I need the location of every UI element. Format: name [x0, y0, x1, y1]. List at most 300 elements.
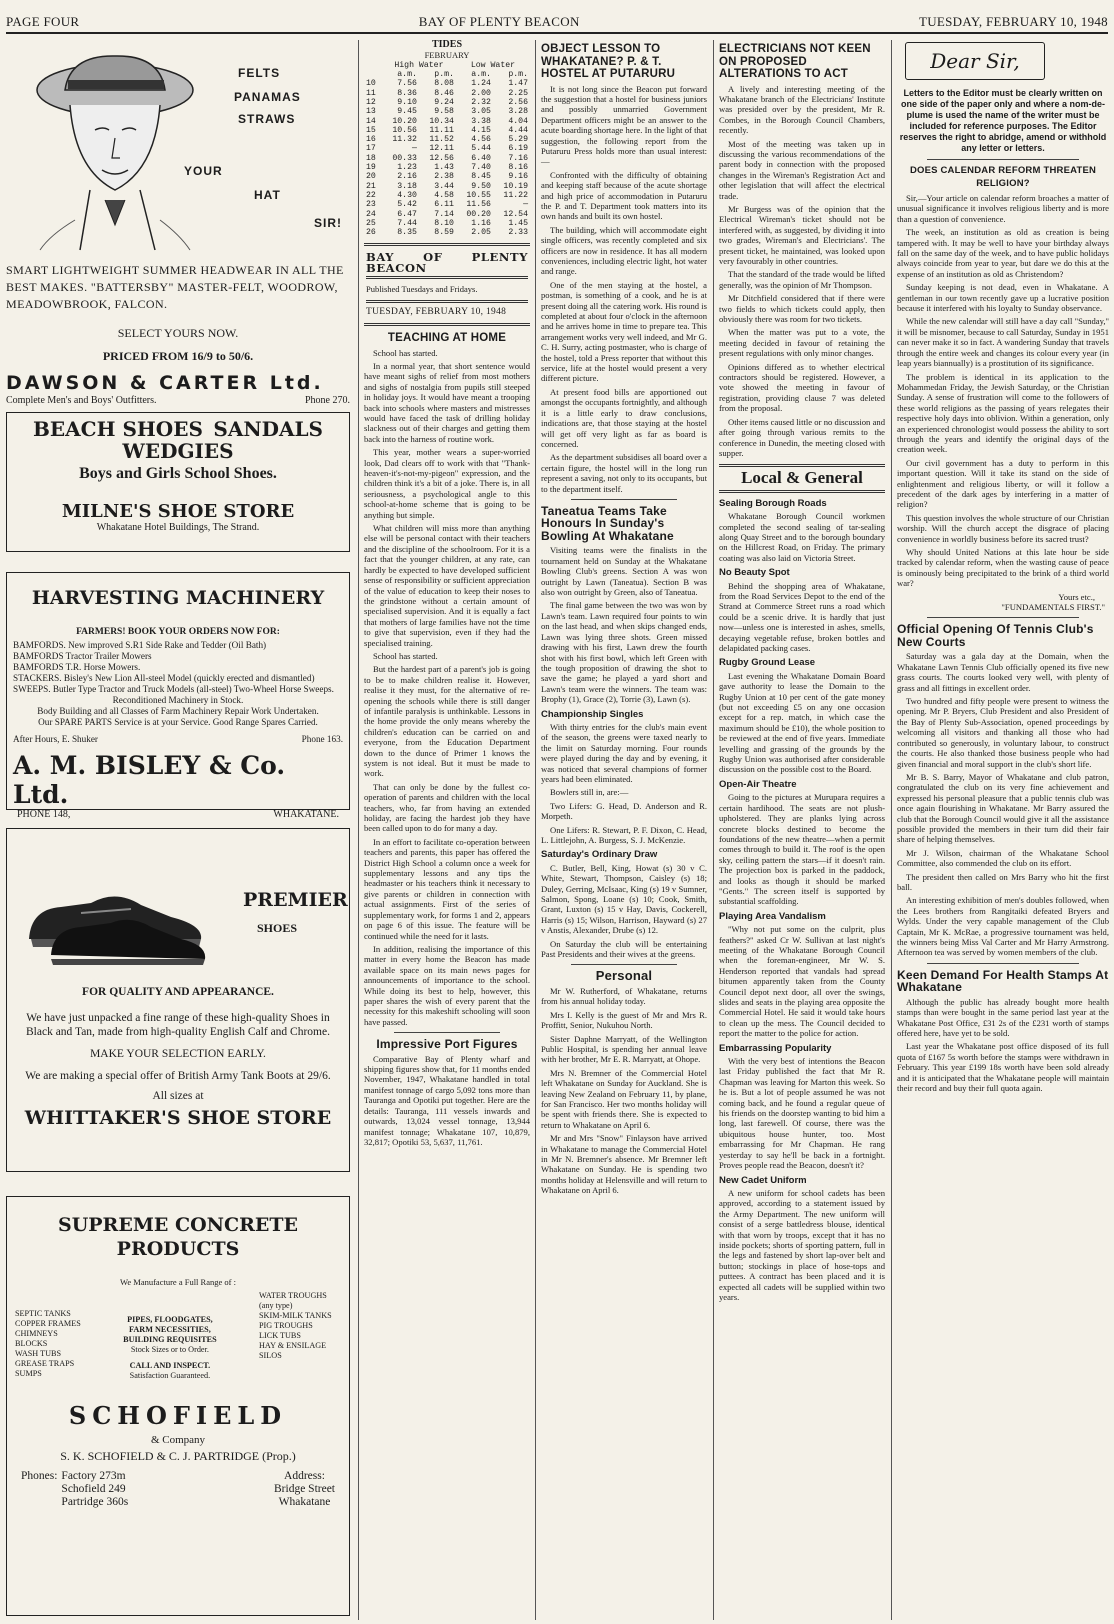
- tide-cell: 4.30: [397, 190, 417, 200]
- local-item-head: No Beauty Spot: [719, 567, 790, 579]
- supreme-item: Stock Sizes or to Order.: [130, 1345, 209, 1354]
- tide-cell: 12.11: [429, 144, 454, 154]
- draw-paragraph: C. Butler, Bell, King, Howat (s) 30 v C. White, Stewart, Thompson, Caisley (s) 18; Duley, Gerring, McIsaac, King (s) 19 v Sumner, Salmon, Spong, Loane (s) 10; Cook, Smith, Grant, Luxton (s) 15 v Hay, Davis, Cockerell, Harris (s) 15; Wilson, Harrison, Hayward (s) 27 v Anstis, Alexander, Drube (s) 12.: [541, 862, 707, 936]
- schofield-name: SCHOFIELD: [68, 1401, 288, 1430]
- tennis-paragraph: Two hundred and fifty people were present to witness the opening. Mr P. Bryers, Club President and also President of the Bay of Plenty Sub-Association, opened proceedings by welcoming all visitors and thanking all those who had contributed so generously, in voluntary labour, to construct the courts. He also thanked those business people who had given financial and moral support in the club's short life.: [897, 696, 1109, 769]
- tides-pm: p.m.: [434, 70, 454, 80]
- tide-cell: —: [523, 200, 528, 210]
- teaching-article: [364, 348, 530, 1028]
- letter-paragraph: The problem is identical in its application to the Mohammedan Friday, the Jewish Saturday, or the Christian Sunday. A sense of frustration will come to the followers of these world religions as the passing of years relegates their respective holy days into oblivion. Within a generation, only an experienced chronologist would possess the ability to sort through the years and identify the original days of the creation week.: [897, 371, 1109, 455]
- singles-paragraph: Two Lifers: G. Head, D. Anderson and R. Morpeth.: [541, 800, 707, 822]
- tide-cell: 4.58: [434, 190, 454, 200]
- column-3: [541, 40, 707, 1620]
- tide-cell: 13: [366, 107, 376, 117]
- supreme-list-3: [259, 1291, 341, 1381]
- tide-cell: —: [412, 144, 417, 154]
- tide-cell: 3.28: [508, 107, 528, 117]
- object-lesson-paragraph: As the department subsidises all board over a certain figure, the hostel will in the long run represent a saving, not only to its occupants, but to the department itself.: [541, 452, 707, 494]
- local-item-text: Whakatane Borough Council workmen completed the second sealing of tar-sealing along Quay Street and to the borough boundary on the Hillcrest Road, on Friday. The primary coating was also laid on Victoria Street.: [719, 511, 885, 563]
- hat-word: STRAWS: [238, 112, 296, 126]
- teaching-paragraph: In an effort to facilitate co-operation between teachers and parents, this paper has offered the District High School a column once a week for supplementary lessons and any tips the headmaster or his teachers think it necessary to give parents or children in connection with actual assignments. First of the series of supplementary work, for forms 1 and 2, appears on page 6 of this issue. The feature will be continued while the need for it lasts.: [364, 836, 530, 941]
- local-item-head: Open-Air Theatre: [719, 778, 797, 790]
- wedgies-label: WEDGIES: [122, 439, 234, 463]
- teaching-paragraph: But the hardest part of a parent's job is going to be to make children realise it. However, realise it they must, for the alternative of re-opening the schools while there is still danger of infantile paralysis is unthinkable. Lessons in the home provide the only means whereby the children's education can be carried on and everyone, from the Education Department down to the dunce of Primer 1 knows the system is not ideal. But it must be made to work.: [364, 664, 530, 779]
- dawson-carter-ad: [6, 40, 350, 406]
- letter-sign2: "FUNDAMENTALS FIRST.": [1001, 602, 1105, 613]
- tide-cell: 3.38: [471, 116, 491, 126]
- tide-cell: 8.08: [434, 79, 454, 89]
- local-item-text: Last evening the Whakatane Domain Board gave authority to lease the Domain to the Rugby Union at 10 per cent of the gate money (but not exceeding £5 on any one occasion except for a rep. match, in which case the maximum should be £10), the whole position to be reviewed at the end of five years. Immediate levelling and grassing of the grounds by the Rugby Union was authorised after considerable discussion on the possible cost to the Board.: [719, 670, 885, 775]
- whittakers-name: WHITTAKER'S SHOE STORE: [24, 1107, 332, 1129]
- tide-cell: 20: [366, 172, 376, 182]
- harvest-item: Our SPARE PARTS Service is at your Service. Good Range Spares Carried.: [38, 717, 318, 727]
- supreme-manufacture: We Manufacture a Full Range of :: [120, 1277, 236, 1287]
- tide-cell: 5.44: [471, 144, 491, 154]
- supreme-item: SUMPS: [15, 1369, 42, 1378]
- tide-cell: 1.16: [471, 218, 491, 228]
- electricians-article: [719, 84, 885, 459]
- tide-cell: 9.24: [434, 98, 454, 107]
- tide-cell: 4.44: [508, 125, 528, 135]
- hat-word: YOUR: [184, 164, 223, 178]
- tides-month: FEBRUARY: [424, 50, 470, 61]
- tide-cell: 18: [366, 153, 376, 163]
- tide-cell: 11.56: [466, 200, 491, 210]
- phone-line: Partridge 360s: [61, 1496, 129, 1508]
- dawson-carter-footer: [6, 392, 350, 409]
- tide-cell: 23: [366, 200, 376, 210]
- tide-row: [364, 172, 530, 181]
- supreme-item: BLOCKS: [15, 1339, 48, 1348]
- tide-cell: 16: [366, 135, 376, 145]
- tide-cell: 1.47: [508, 79, 528, 89]
- harvest-item: Reconditioned Machinery in Stock.: [112, 695, 244, 705]
- harvest-item: BAMFORDS. New improved S.R1 Side Rake and Tedder (Oil Bath): [13, 640, 267, 650]
- tide-cell: 8.35: [397, 228, 417, 238]
- taneatua-paragraph: The final game between the two was won by Lawn's team. Lawn required four points to win on the last head, and when skips changed ends, Lawn was lying three shots. Green missed drawing with his first, Lawn drew the fourth shot with his first bowl, which left Green with the tough proposition of drawing the shot to save the game; he played a yard short and Lawn's team were the winners. The team was: Brophy (1), Grace (2), Torrie (3), Lawn (s).: [541, 600, 707, 705]
- taneatua-paragraph: Visiting teams were the finalists in the tournament held on Sunday at the Whakatane Bowling Club's greens. Section A was won outright by Lawn (Taneatua). Section B was also won outright by Green, also of Taneatua.: [541, 545, 707, 598]
- tide-cell: 3.18: [397, 181, 417, 191]
- teaching-paragraph: School has started.: [373, 650, 438, 661]
- supreme-item: SEPTIC TANKS: [15, 1309, 71, 1318]
- issue-date: TUESDAY, FEBRUARY 10, 1948: [918, 14, 1108, 29]
- phone-line: Factory 273m: [61, 1470, 126, 1482]
- tides-pm: p.m.: [508, 70, 528, 80]
- hat-word: SIR!: [314, 216, 342, 230]
- hat-word: HAT: [254, 188, 281, 202]
- supreme-item: BUILDING REQUISITES: [123, 1335, 217, 1344]
- tide-row: [364, 126, 530, 135]
- teaching-paragraph: School has started.: [373, 347, 438, 358]
- column-rule: [358, 40, 359, 1620]
- premier-sub: SHOES: [257, 921, 298, 935]
- harvest-item: BAMFORDS T.R. Horse Mowers.: [13, 662, 141, 672]
- letter-body: [897, 193, 1109, 589]
- page-number: PAGE FOUR: [6, 14, 80, 29]
- tides-low: Low Water: [470, 60, 516, 70]
- sandals-label: SANDALS: [213, 417, 323, 441]
- tide-cell: 8.45: [471, 172, 491, 182]
- tide-cell: 21: [366, 181, 376, 191]
- after-hours: After Hours, E. Shuker: [13, 734, 98, 744]
- tide-cell: 10.55: [466, 190, 491, 200]
- harvest-book: FARMERS! BOOK YOUR ORDERS NOW FOR:: [76, 627, 280, 637]
- tide-cell: 2.00: [471, 88, 491, 98]
- tide-cell: 11.22: [503, 190, 528, 200]
- supreme-item: WASH TUBS: [15, 1349, 62, 1358]
- teaching-paragraph: This year, mother wears a super-worried look, Dad clears off to work with that "Thank-heaven-it's-not-my-pigeon" expression, and the children think it's a bit of a joke. There is, in all seriousness, a psychological angle to this school-at-home scheme that is going to be anything but simple.: [364, 447, 530, 520]
- tide-cell: 14: [366, 116, 376, 126]
- personal-paragraph: Mr W. Rutherford, of Whakatane, returns from his annual holiday today.: [541, 985, 707, 1007]
- tide-row: [364, 154, 530, 163]
- bisley-name: A. M. BISLEY & Co. Ltd.: [13, 751, 286, 809]
- letter-paragraph: Why should United Nations at this late hour be side tracked by calendar reform, when the wasting cause of peace is ominously being precipitated to the brink of a third world war?: [897, 547, 1109, 589]
- tides-am: a.m.: [397, 70, 417, 80]
- singles-paragraph: Bowlers still in, are:—: [550, 787, 629, 798]
- letter-paragraph: While the new calendar will still have a day call "Sunday," it will be misnomer, because to call Saturday, Sunday in 1951 can never make it so in fact. A wandering Sunday that travels through the entire week and changes its colour every year (in leap years biannually) is a prostitution of its significance.: [897, 316, 1109, 369]
- tide-row: [364, 89, 530, 98]
- electricians-paragraph: When the matter was put to a vote, the meeting decided in favour of retaining the present regulations with only minor changes.: [719, 327, 885, 359]
- teaching-paragraph: In a normal year, that short sentence would have meant sighs of relief from most mothers and sighs of nostalgia from pupils still steeped in holiday joys. It would have meant a trooping back into schools where masters and mistresses would have faced the task of drilling holiday slackness out of their charges and getting them back into the harness of routine work.: [364, 360, 530, 444]
- premier-title: PREMIER: [243, 889, 348, 911]
- shoe-illustration: [21, 869, 211, 969]
- harvest-list: [7, 640, 349, 745]
- personal-column: [541, 986, 707, 1196]
- tide-cell: 5.42: [397, 200, 417, 210]
- tide-cell: 1.23: [397, 163, 417, 173]
- supreme-item: PIG TROUGHS: [259, 1321, 313, 1330]
- letter-paragraph: Sunday keeping is not dead, even in Whakatane. A gentleman in our town recently gave up a lucrative position because it interfered with his loyalty to Sunday observance.: [897, 282, 1109, 314]
- tide-cell: 11.32: [392, 135, 417, 145]
- tides-rows: [364, 79, 530, 237]
- tides-title: TIDES: [431, 39, 462, 50]
- premier-sizes: All sizes at: [152, 1090, 204, 1102]
- tide-cell: 24: [366, 209, 376, 219]
- tide-cell: 00.20: [466, 209, 491, 219]
- harvest-item: BAMFORDS Tractor Trailer Mowers: [13, 651, 152, 661]
- port-title: Impressive Port Figures: [376, 1037, 518, 1052]
- supreme-list-2: [123, 1291, 217, 1381]
- hat-ad-makes: SMART LIGHTWEIGHT SUMMER HEADWEAR IN ALL THE BEST MAKES. "BATTERSBY" MASTER-FELT, WOODROW, MEADOWBROOK, FALCON.: [6, 263, 344, 311]
- port-article: [364, 1054, 530, 1148]
- tennis-title: Official Opening Of Tennis Club's New Courts: [897, 622, 1094, 649]
- tide-cell: 8.16: [508, 163, 528, 173]
- tennis-paragraph: The president then called on Mrs Barry who hit the first ball.: [897, 871, 1109, 892]
- masthead: [6, 12, 1108, 34]
- object-lesson-paragraph: At present food bills are apportioned out amongst the occupants fortnightly, and although it is a little early to draw conclusions, indications are, that those staying at the hostel will get off very light as far as board is concerned.: [541, 386, 707, 449]
- tide-cell: 3.05: [471, 107, 491, 117]
- tide-row: [364, 117, 530, 126]
- milnes-address: Whakatane Hotel Buildings, The Strand.: [96, 522, 260, 533]
- tide-cell: 15: [366, 125, 376, 135]
- tide-cell: 6.40: [471, 153, 491, 163]
- tide-cell: 2.33: [508, 228, 528, 238]
- personal-paragraph: Mrs N. Bremner of the Commercial Hotel left Whakatane on Sunday for Auckland. She is leaving New Zealand on February 11, by plane, for San Francisco. Her two months holiday will be spent with friends there. She is expected to return to Whakatane on April 6.: [541, 1067, 707, 1130]
- address-line: Bridge Street: [274, 1483, 335, 1495]
- local-item-text: A new uniform for school cadets has been approved, according to a statement issued by the Army Department. The new uniform will consist of a serge battledress blouse, identical with that worn by troops, except that it has no inside pockets; shorts of sporting pattern, full in the legs and fastened by short lap-over belt and button; stockings in place of hose-tops and puttees. A contract has been placed and it is expected all cadets will be supplied within two years.: [719, 1187, 885, 1302]
- local-item-text: Going to the pictures at Murupara requires a certain hardihood. The seats are not plush-upholstered. They are planks lying across concrete blocks destined to become the foundations of the new theatre—when a permit comes through to build it. The roof is the open sky, ceiling pattern the stars—if it doesn't rain. The projection box is parked in the paddock, and looks as though it should be marked "Gents." The screen itself is supported by substantial scaffolding.: [719, 792, 885, 907]
- tide-cell: 10.56: [392, 125, 417, 135]
- harvest-item: STACKERS. Bisley's New Lion All-steel Model (quickly erected and dismantled): [13, 673, 315, 683]
- tide-cell: 5.29: [508, 135, 528, 145]
- tide-cell: 6.47: [397, 209, 417, 219]
- tide-row: [364, 107, 530, 116]
- tide-cell: 26: [366, 228, 376, 238]
- electricians-paragraph: That the standard of the trade would be lifted generally, was the opinion of Mr Thompson.: [719, 269, 885, 290]
- supreme-item: GREASE TRAPS: [15, 1359, 75, 1368]
- electricians-paragraph: A lively and interesting meeting of the Whakatane branch of the Electricians' Institute was presided over by the president, Mr R. Combes, in the Borough Council Chambers, recently.: [719, 83, 885, 136]
- paper-box-published: Published Tuesdays and Fridays.: [366, 284, 478, 295]
- tide-cell: 6.11: [434, 200, 454, 210]
- tide-cell: 1.43: [434, 163, 454, 173]
- electricians-paragraph: Mr Burgess was of the opinion that the Electrical Wireman's ticket should not be interfered with, as suggested, by dividing it into two grades, Wireman's and Electricians'. The present ticket, he maintained, was looked upon very favourably in other countries.: [719, 203, 885, 266]
- taneatua-article: [541, 545, 707, 704]
- paper-title: BAY OF PLENTY BEACON: [418, 14, 580, 29]
- tide-cell: 11.52: [429, 135, 454, 145]
- local-item-text: With the very best of intentions the Beacon last Friday published the fact that Mr R. Chapman was leaving for Marton this week. So he is. But a lot of people assumed he was not coming back, and he found a regular queue of his friends on the doorstep wanting to bid him a long, last farewell. Of course, there was the ubiquitous house hunter, too. Most embarrassing for Mr Chapman. He rang yesterday to say he'll be back in a fortnight. Proves people read the Beacon, doesn't it?: [719, 1056, 885, 1171]
- letter-sign1: Yours etc.,: [1058, 591, 1095, 602]
- object-lesson-paragraph: One of the men staying at the hostel, a postman, is something of a cook, and he is at present doing all the catering work. His round is completed at about four o'clock in the afternoon and he arrives home in time to prepare tea. This arrangement works very well indeed, and Mr G. C. H. Surry, acting postmaster, who is charge of the hostel, told a Press reporter that without this service, life at the hostel would present a very different picture.: [541, 279, 707, 384]
- object-lesson-paragraph: The building, which will accommodate eight single officers, was recently completed and six officers are now in residence. It has all modern conveniences, including electric light, hot water and range.: [541, 224, 707, 277]
- tennis-paragraph: An interesting exhibition of men's doubles followed, when the Lees brothers from Rangitaiki defeated Bryers and Wylds. Under the very capable management of the Club Captain, Mr K. McRae, a progressive tournament was held, the winners being Miss Val Carter and Mr Harry Armstrong. Afternoon tea was served by women members of the club.: [897, 895, 1109, 958]
- tide-row: [364, 200, 530, 209]
- tide-cell: 2.16: [397, 172, 417, 182]
- bisley-phone: PHONE 148,: [17, 809, 71, 820]
- supreme-item: CHIMNEYS: [15, 1329, 58, 1338]
- dawson-carter-phone: Phone 270.: [305, 395, 350, 406]
- health-paragraph: Last year the Whakatane post office disposed of its full quota of £167 5s worth before the stamps were withdrawn in February. This year £199 18s worth have been sold already and it is anticipated that the Whakatane people will maintain their record and buy their full quota again.: [897, 1041, 1109, 1094]
- local-item-text: Behind the shopping area of Whakatane, from the Road Services Depot to the end of the Strand at Commerce Street runs a road which could be a scenic drive. It is hardly that just now—unless one is interested in ashes, smells, decaying vegetable refuse, broken bottles and delapidated packing cases.: [719, 580, 885, 653]
- tide-cell: 3.44: [434, 181, 454, 191]
- tide-cell: 2.05: [471, 228, 491, 238]
- whittakers-ad: [6, 828, 350, 1172]
- column-rule: [535, 40, 536, 1620]
- supreme-item: Satisfaction Guaranteed.: [129, 1371, 211, 1380]
- taneatua-sub1: Championship Singles: [541, 708, 644, 720]
- tide-cell: 11: [366, 88, 376, 98]
- tide-cell: 6.19: [508, 144, 528, 154]
- electricians-paragraph: Other items caused little or no discussion and after going through various remits to the conference in Dunedin, the meeting closed with supper.: [719, 416, 885, 458]
- tide-cell: 4.04: [508, 116, 528, 126]
- supreme-item: WATER TROUGHS (any type): [259, 1291, 327, 1310]
- hat-word: FELTS: [238, 66, 281, 80]
- phone-line: Schofield 249: [61, 1483, 126, 1495]
- letter-paragraph: This question involves the whole structure of our Christian worship. Will the church accept the disgrace of placing convenience in worldly business before its sacred trust?: [897, 512, 1109, 544]
- tides-table: [364, 40, 530, 237]
- electricians-paragraph: Mr Ditchfield considered that if there were two fields to which tickets could apply, then obviously there was room for two tickets.: [719, 293, 885, 325]
- taneatua-sub2: Saturday's Ordinary Draw: [541, 849, 658, 861]
- harvest-item: SWEEPS. Butler Type Tractor and Truck Models (all-steel) Two-Wheel Horse Sweeps.: [13, 684, 334, 694]
- hat-ad-select: SELECT YOURS NOW.: [117, 326, 239, 340]
- local-general-items: [719, 499, 885, 1303]
- tide-row: [364, 191, 530, 200]
- tide-cell: 7.56: [397, 79, 417, 89]
- singles-paragraph: With thirty entries for the club's main event of the season, the greens were taxed nearly to the limit on Saturday morning. Four rounds were played during the day and by evening, it was noticed that several champions of former years had been eliminated.: [541, 721, 707, 784]
- bisley-town: WHAKATANE.: [273, 809, 339, 820]
- supreme-list-1: [15, 1291, 81, 1381]
- tide-cell: 17: [366, 144, 376, 154]
- schofield-company: & Company: [150, 1434, 206, 1446]
- singles-paragraph: One Lifers: R. Stewart, P. F. Dixon, C. Head, L. Littlejohn, A. Burgess, S. J. McKenzie.: [541, 824, 707, 845]
- milnes-shoe-ad: [6, 412, 350, 552]
- tide-cell: 8.10: [434, 218, 454, 228]
- supreme-item: PIPES, FLOODGATES,: [127, 1315, 213, 1324]
- school-shoes-label: Boys and Girls School Shoes.: [79, 465, 277, 482]
- tide-cell: 2.32: [471, 98, 491, 107]
- supreme-title: SUPREME CONCRETE PRODUCTS: [57, 1214, 299, 1260]
- local-item-text: "Why not put some on the culprit, plus feathers?" asked Cr W. Sullivan at last night's meeting of the Whakatane Borough Council when the foreman-engineer, Mr W. S. Henderson reported that vandals had spread bitumen apparently taken from the County Council depot next door, all over the swings, slides and seats in the playing area opposite the Commercial Hotel. He said it would take hours to clean up the mess. The Council decided to report the matter to the police for action.: [719, 924, 885, 1039]
- object-lesson-paragraph: Confronted with the difficulty of obtaining and keeping staff because of the acute shortage and high price of accommodation in Putaruru the P. and T. Department took matters into its own hands and built its own hostel.: [541, 169, 707, 222]
- port-paragraph: Comparative Bay of Plenty wharf and shipping figures show that, for 11 months ended November, 1947, Whakatane handled in total manifest tonnage of cargo 5,092 tons more than Tauranga and Opotiki put together. Here are the details: Tauranga, 111 vessels inwards and outwards, 13,024 vessel tonnage, 13,944 manifest tonnage; Whakatane 107, 10,879, 32,817; Opotiki 53, 5,637, 11,761.: [364, 1053, 530, 1147]
- object-lesson-title: OBJECT LESSON TO WHAKATANE? P. & T. HOSTEL AT PUTARURU: [541, 43, 676, 80]
- dawson-carter-name: DAWSON & CARTER Ltd.: [6, 372, 324, 394]
- address-line: Whakatane: [278, 1496, 331, 1508]
- letter-title: DOES CALENDAR REFORM THREATEN RELIGION?: [909, 165, 1097, 189]
- tide-cell: 8.59: [434, 228, 454, 238]
- tide-row: [364, 135, 530, 144]
- health-article: [897, 997, 1109, 1094]
- address-label: Address:: [284, 1470, 325, 1482]
- tides-high: High Water: [394, 60, 444, 70]
- harvest-item: Body Building and all Classes of Farm Machinery Repair Work Undertaken.: [37, 706, 319, 716]
- paper-box-name: BAY OF PLENTY BEACON: [366, 250, 528, 275]
- tide-cell: 12.54: [503, 209, 528, 219]
- tide-cell: 2.25: [508, 88, 528, 98]
- column-4: [719, 40, 885, 1620]
- tide-cell: 7.14: [434, 209, 454, 219]
- letter-paragraph: The week, an institution as old as creation is being tampered with. It may be well to have your birthday always fall on the same day of the week, and to have public holidays always coincide from year to year, but dare we do this at the expense of an institution as old as Christendom?: [897, 227, 1109, 279]
- health-title: Keen Demand For Health Stamps At Whakatane: [897, 967, 1109, 995]
- premier-quality: FOR QUALITY AND APPEARANCE.: [82, 986, 274, 998]
- supreme-item: SKIM-MILK TANKS: [259, 1311, 332, 1320]
- electricians-paragraph: Most of the meeting was taken up in discussing the various recommendations of the parent body in connection with the proposed changes in the Wireman's Registration Act and other legislation that will affect the electrical trade.: [719, 138, 885, 201]
- tide-cell: 4.56: [471, 135, 491, 145]
- schofield-ad: [6, 1196, 350, 1616]
- tide-cell: 10.34: [429, 116, 454, 126]
- tide-cell: 00.33: [392, 153, 417, 163]
- letter-paragraph: Sir,—Your article on calendar reform broaches a matter of unusual significance it involves religious liberty and is more than a question of convenience.: [897, 193, 1109, 224]
- paper-box-date: TUESDAY, FEBRUARY 10, 1948: [366, 306, 507, 317]
- tide-row: [364, 228, 530, 237]
- tide-row: [364, 210, 530, 219]
- teaching-paragraph: In addition, realising the importance of this matter in every home the Beacon has made available space on its main news pages for announcements of importance to the school. While doing its best to help, however, this paper shares the wish of every parent that the necessity for this makeshift schooling will soon have passed.: [364, 943, 530, 1027]
- tide-cell: 9.10: [397, 98, 417, 107]
- tennis-paragraph: Mr J. Wilson, chairman of the Whakatane School Committee, also commended the club on its effort.: [897, 847, 1109, 869]
- tide-cell: 8.36: [397, 88, 417, 98]
- hat-word: PANAMAS: [234, 90, 301, 104]
- paper-info-box: [364, 252, 530, 317]
- electricians-title: ELECTRICIANS NOT KEEN ON PROPOSED ALTERATIONS TO ACT: [719, 43, 871, 80]
- tide-cell: 1.24: [471, 79, 491, 89]
- tide-cell: 10.20: [392, 116, 417, 126]
- premier-body: We have just unpacked a fine range of these high-quality Shoes in Black and Tan, made from high-quality English Calf and Chrome.: [26, 1012, 330, 1038]
- teaching-paragraph: What children will miss more than anything else will be personal contact with their teachers and the discipline of the schoolroom. For it is a fact that the younger children, at any rate, can hardly be expected to have developed sufficient sense of responsibility or sufficient appreciation of the value of education to keep their noses to the grindstone without a certain amount of specialised supervision. And it is equally a fact that mothers of large families have not the time to give that supervision, even if they had the specialised training.: [364, 523, 530, 648]
- tide-cell: 12: [366, 98, 376, 107]
- tide-cell: 9.58: [434, 107, 454, 117]
- supreme-item: CALL AND INSPECT.: [129, 1361, 211, 1370]
- draw-paragraph: On Saturday the club will be entertaining Past Presidents and their wives at the greens.: [541, 938, 707, 960]
- letters-note: Letters to the Editor must be clearly written on one side of the paper only and where a nom-de-plume is used the name of the writer must be included for reference purposes. The Editor reserves the right to abridge, amend or withhold any letter or letters.: [899, 88, 1107, 153]
- tennis-paragraph: Saturday was a gala day at the Domain, when the Whakatane Lawn Tennis Club officially opened its five new grass courts. The courts looked very well, with plenty of grass and all fittings in excellent order.: [897, 651, 1109, 693]
- object-lesson-article: [541, 84, 707, 494]
- harvest-phone: Phone 163.: [301, 734, 343, 744]
- letter-paragraph: Our civil government has a duty to perform in this important question. Will it take its stand on the side of enlightenment and religious liberty, or will it follow a precedent of the dark ages by interfering in a matter of religion?: [897, 457, 1109, 510]
- dear-sir-heading: Dear Sir,: [905, 42, 1045, 80]
- dawson-carter-tagline: Complete Men's and Boys' Outfitters.: [6, 395, 157, 406]
- tide-cell: 19: [366, 163, 376, 173]
- tide-cell: 9.45: [397, 107, 417, 117]
- phones-label: Phones:: [21, 1470, 58, 1482]
- tide-cell: 10: [366, 79, 376, 89]
- local-item-head: New Cadet Uniform: [719, 1174, 807, 1186]
- tide-cell: 10.19: [503, 181, 528, 191]
- local-item-head: Rugby Ground Lease: [719, 657, 816, 669]
- tide-cell: 4.15: [471, 125, 491, 135]
- local-item-head: Sealing Borough Roads: [719, 497, 827, 509]
- divider: [364, 243, 530, 246]
- tide-cell: 11.11: [429, 125, 454, 135]
- column-2: [364, 40, 530, 1620]
- taneatua-title: Taneatua Teams Take Honours In Sunday's Bowling At Whakatane: [541, 503, 674, 543]
- supreme-item: FARM NECESSITIES,: [129, 1325, 211, 1334]
- supreme-item: HAY & ENSILAGE SILOS: [259, 1341, 327, 1360]
- premier-make: MAKE YOUR SELECTION EARLY.: [90, 1048, 266, 1060]
- bisley-ad: [6, 572, 350, 820]
- tide-cell: 2.56: [508, 98, 528, 107]
- personal-paragraph: Mrs I. Kelly is the guest of Mr and Mrs R. Proffitt, Senior, Nukuhou North.: [541, 1009, 707, 1031]
- tide-row: [364, 219, 530, 228]
- milnes-name: MILNE'S SHOE STORE: [61, 501, 295, 522]
- supreme-item: LICK TUBS: [259, 1331, 301, 1340]
- column-5: [897, 40, 1109, 1620]
- column-rule: [891, 40, 892, 1620]
- hat-ad-price: PRICED FROM 16/9 to 50/6.: [102, 349, 254, 363]
- harvest-title: HARVESTING MACHINERY: [31, 587, 325, 609]
- personal-paragraph: Sister Daphne Marryatt, of the Wellington Public Hospital, is spending her annual leave with her brother, Mr E. R. Marryatt, at Ohope.: [541, 1033, 707, 1065]
- hat-ad-body: [6, 262, 350, 417]
- tide-cell: 9.16: [508, 172, 528, 182]
- tide-cell: 12.56: [429, 153, 454, 163]
- tide-cell: 7.44: [397, 218, 417, 228]
- tide-cell: 9.50: [471, 181, 491, 191]
- tide-cell: 7.40: [471, 163, 491, 173]
- tide-cell: 8.46: [434, 88, 454, 98]
- tennis-article: [897, 651, 1109, 957]
- teaching-title: TEACHING AT HOME: [387, 332, 507, 345]
- schofield-props: S. K. SCHOFIELD & C. J. PARTRIDGE (Prop.): [60, 1449, 296, 1463]
- tide-row: [364, 182, 530, 191]
- tide-row: [364, 163, 530, 172]
- tides-am: a.m.: [471, 70, 491, 80]
- local-item-head: Playing Area Vandalism: [719, 910, 826, 922]
- hat-illustration: [20, 50, 200, 250]
- tide-cell: 22: [366, 190, 376, 200]
- personal-paragraph: Mr and Mrs "Snow" Finlayson have arrived in Whakatane to manage the Commercial Hotel in Mr N. Bremner's absence. Mr Bremner left Whakatane on Sunday. He is spending two months holiday at Helensville and will return to Whakatane on April 6.: [541, 1133, 707, 1196]
- object-lesson-paragraph: It is not long since the Beacon put forward the suggestion that a hostel for business juniors and possibly unmarried Government Department officers might be an answer to the acute boarding shortage here. In the light of that suggestion, the following report from the Putaruru Press holds more than usual interest:—: [541, 83, 707, 167]
- local-general-title: Local & General: [741, 468, 863, 488]
- beach-shoes-label: BEACH SHOES: [33, 417, 203, 441]
- tide-row: [364, 98, 530, 107]
- column-rule: [713, 40, 714, 1620]
- premier-offer: We are making a special offer of British Army Tank Boots at 29/6.: [25, 1070, 331, 1082]
- tide-cell: 2.38: [434, 172, 454, 182]
- personal-title: Personal: [595, 968, 653, 984]
- teaching-paragraph: That can only be done by the fullest co-operation of parents and children with the local teachers, who, far from having an extended holiday, are facing the hardest job they have been called upon to do for many a day.: [364, 781, 530, 834]
- tide-cell: 1.45: [508, 218, 528, 228]
- tide-row: [364, 144, 530, 153]
- tennis-paragraph: Mr B. S. Barry, Mayor of Whakatane and club patron, congratulated the club on its very fine achievement and expressed his personal pleasure that a public tennis club was once again flourishing in Whakatane. Mr Barry assured the club that the Borough Council would give it all the assistance possible provided the members in their turn did their fair share of helping themselves.: [897, 771, 1109, 845]
- tide-cell: 7.16: [508, 153, 528, 163]
